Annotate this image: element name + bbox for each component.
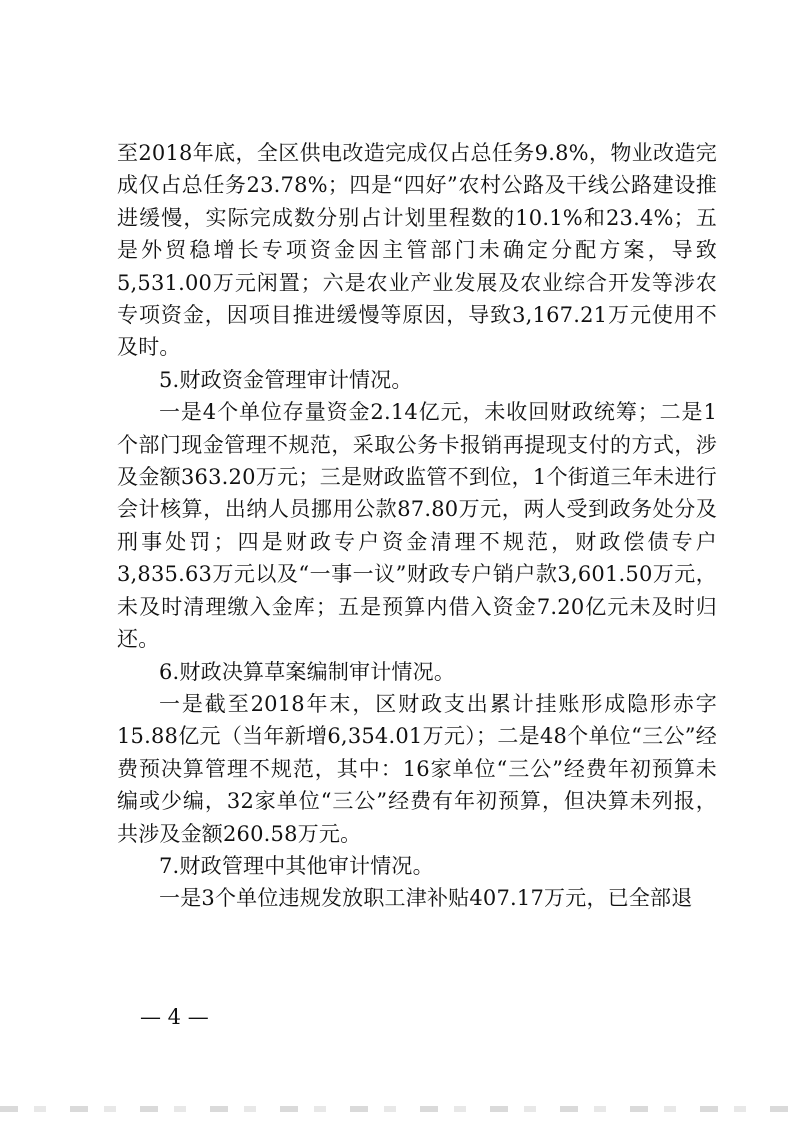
paragraph-section-6: 一是截至2018年末，区财政支出累计挂账形成隐形赤字15.88亿元（当年新增6,354.01万元）；二是48个单位“三公”经费预决算管理不规范，其中：16家单位“三公”经费年初预算未编或少编，32家单位“三公”经费有年初预算，但决算未列报，共涉及金额260.58万元。 [117, 691, 717, 846]
section-heading-7: 7.财政管理中其他审计情况。 [159, 853, 434, 878]
paragraph-section-5: 一是4个单位存量资金2.14亿元，未收回财政统筹；二是1个部门现金管理不规范，采取公务卡报销再提现支付的方式，涉及金额363.20万元；三是财政监管不到位，1个街道三年未进行会计核算，出纳人员挪用公款87.80万元，两人受到政务处分及刑事处罚；四是财政专户资金清理不规范，财政偿债专户3,835.63万元以及“一事一议”财政专户销户款3,601.50万元，未及时清理缴入金库；五是预算内借入资金7.20亿元未及时归还。 [117, 400, 717, 652]
body-text [117, 137, 717, 915]
paragraph-continuation: 至2018年底，全区供电改造完成仅占总任务9.8%，物业改造完成仅占总任务23.78%；四是“四好”农村公路及干线公路建设推进缓慢，实际完成数分别占计划里程数的10.1%和23.4%；五是外贸稳增长专项资金因主管部门未确定分配方案，导致5,531.00万元闲置；六是农业产业发展及农业综合开发等涉农专项资金，因项目推进缓慢等原因，导致3,167.21万元使用不及时。 [117, 141, 717, 360]
page-number: — 4 — [140, 1005, 209, 1029]
paragraph-section-7: 一是3个单位违规发放职工津补贴407.17万元，已全部退 [159, 886, 693, 911]
scan-edge-artifact [0, 1106, 793, 1112]
section-heading-6: 6.财政决算草案编制审计情况。 [159, 659, 456, 684]
section-heading-5: 5.财政资金管理审计情况。 [159, 367, 413, 392]
